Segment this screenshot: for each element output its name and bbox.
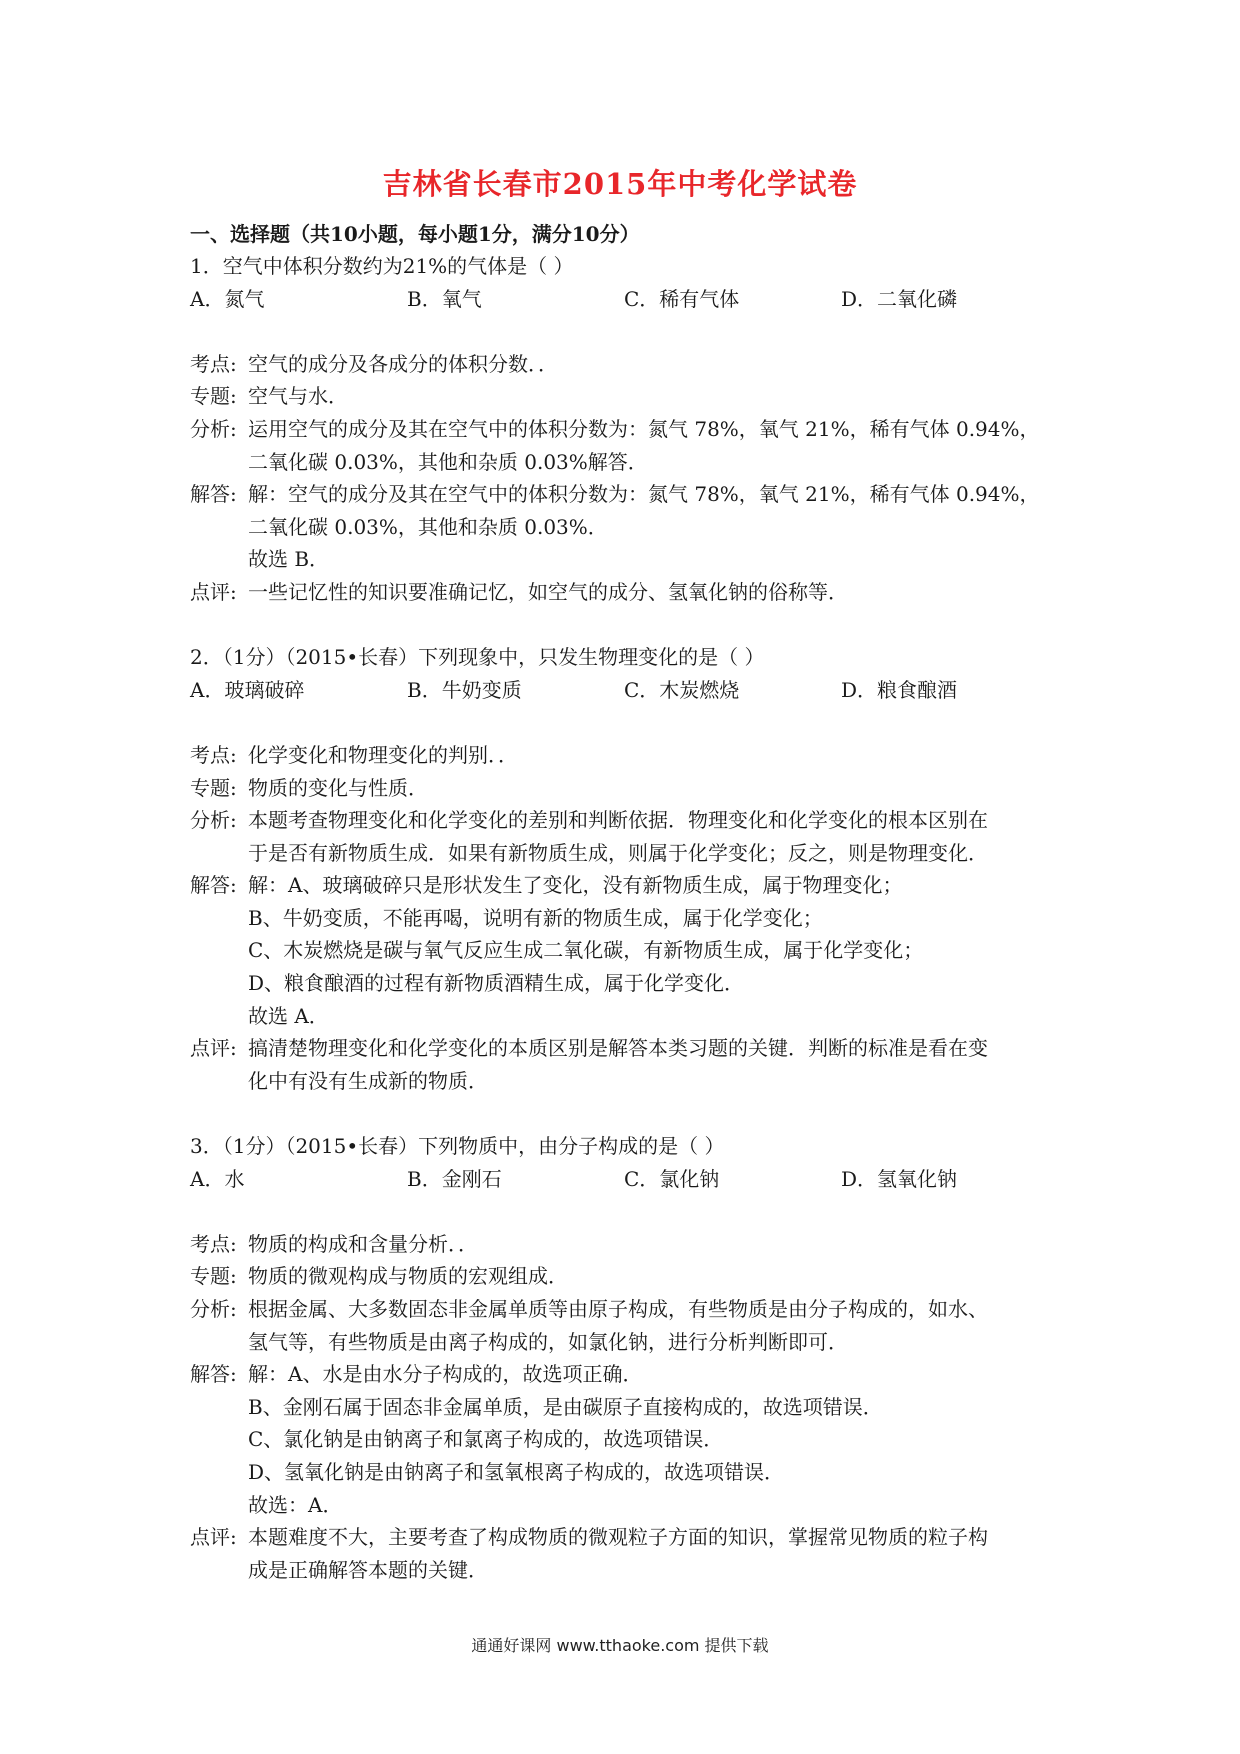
dianping-row	[190, 1521, 1060, 1586]
option-c: C．稀有气体	[624, 286, 740, 311]
dianping-line: 成是正确解答本题的关键．	[248, 1557, 488, 1582]
dianping-row	[190, 576, 1060, 609]
fenxi-line: 本题考查物理变化和化学变化的差别和判断依据．物理变化和化学变化的根本区别在	[248, 808, 988, 833]
jieda-line: 二氧化碳 0.03%，其他和杂质 0.03%．	[248, 514, 608, 539]
jieda-line: 解：A、玻璃破碎只是形状发生了变化，没有新物质生成，属于物理变化；	[248, 873, 903, 898]
dianping-label: 点评:	[190, 1525, 237, 1550]
fenxi-label: 分析:	[190, 808, 237, 833]
jieda-line: B、牛奶变质，不能再喝，说明有新的物质生成，属于化学变化；	[248, 905, 823, 930]
fenxi-row	[190, 413, 1060, 478]
jieda-line: C、木炭燃烧是碳与氧气反应生成二氧化碳，有新物质生成，属于化学变化；	[248, 938, 924, 963]
fenxi-line: 氢气等，有些物质是由离子构成的，如氯化钠，进行分析判断即可．	[248, 1329, 848, 1354]
zhuanti-label: 专题:	[190, 775, 237, 800]
fenxi-label: 分析:	[190, 1297, 237, 1321]
zhuanti-row	[190, 1260, 1060, 1293]
jieda-line: D、氢氧化钠是由钠离子和氢氧根离子构成的，故选项错误．	[248, 1459, 785, 1484]
kaodian-label: 考点:	[190, 351, 237, 376]
jieda-row	[190, 869, 1060, 1032]
option-b: B．氧气	[407, 286, 482, 311]
question-1	[190, 250, 1060, 609]
page-footer: 通通好课网 www.tthaoke.com 提供下载	[471, 1636, 769, 1655]
kaodian-row	[190, 739, 1060, 772]
option-b: B．金刚石	[407, 1166, 502, 1191]
jieda-line: 故选 A．	[248, 1003, 329, 1028]
answer-options	[190, 674, 1060, 707]
dianping-line: 搞清楚物理变化和化学变化的本质区别是解答本类习题的关键．判断的标准是看在变	[248, 1036, 988, 1061]
dianping-line: 本题难度不大，主要考查了构成物质的微观粒子方面的知识，掌握常见物质的粒子构	[248, 1525, 988, 1550]
zhuanti-label: 专题:	[190, 1264, 237, 1289]
option-c: C．木炭燃烧	[624, 677, 740, 702]
kaodian-label: 考点:	[190, 742, 237, 767]
document-body	[190, 218, 1060, 1586]
fenxi-line: 二氧化碳 0.03%，其他和杂质 0.03%解答．	[248, 449, 648, 474]
jieda-line: 解：空气的成分及其在空气中的体积分数为：氮气 78%，氧气 21%，稀有气体 0.94%，	[248, 482, 1040, 507]
answer-options	[190, 1163, 1060, 1196]
zhuanti-text: 物质的微观构成与物质的宏观组成．	[248, 1264, 568, 1289]
dianping-line: 化中有没有生成新的物质．	[248, 1068, 488, 1093]
section-heading: 一、选择题（共10小题，每小题1分，满分10分）	[190, 222, 640, 246]
option-d: D．二氧化磷	[841, 286, 958, 311]
option-a: A．水	[190, 1166, 245, 1191]
dianping-row	[190, 1032, 1060, 1097]
fenxi-line: 运用空气的成分及其在空气中的体积分数为：氮气 78%，氧气 21%，稀有气体 0.94%，	[248, 416, 1040, 441]
jieda-line: 故选：A．	[248, 1492, 343, 1517]
jieda-label: 解答:	[190, 482, 237, 507]
option-b: B．牛奶变质	[407, 677, 522, 702]
jieda-line: 故选 B．	[248, 547, 330, 572]
question-stem: 3．（1分）（2015•长春）下列物质中，由分子构成的是（ ）	[190, 1134, 725, 1159]
jieda-line: C、氯化钠是由钠离子和氯离子构成的，故选项错误．	[248, 1427, 724, 1452]
dianping-text: 一些记忆性的知识要准确记忆，如空气的成分、氢氧化钠的俗称等．	[248, 579, 848, 604]
zhuanti-text: 空气与水．	[248, 384, 348, 409]
kaodian-text: 物质的构成和含量分析．．	[248, 1231, 478, 1256]
option-a: A．玻璃破碎	[190, 677, 305, 702]
page-title: 吉林省长春市2015年中考化学试卷	[382, 167, 858, 201]
jieda-line: D、粮食酿酒的过程有新物质酒精生成，属于化学变化．	[248, 971, 745, 996]
fenxi-row	[190, 1293, 1060, 1358]
fenxi-label: 分析:	[190, 416, 237, 441]
option-d: D．粮食酿酒	[841, 677, 958, 702]
dianping-label: 点评:	[190, 579, 237, 604]
kaodian-text: 化学变化和物理变化的判别．．	[248, 742, 518, 767]
dianping-label: 点评:	[190, 1036, 237, 1061]
option-c: C．氯化钠	[624, 1166, 720, 1191]
option-a: A．氮气	[190, 286, 265, 311]
question-stem: 2．（1分）（2015•长春）下列现象中，只发生物理变化的是（ ）	[190, 645, 765, 670]
answer-options	[190, 283, 1060, 316]
zhuanti-row	[190, 380, 1060, 413]
zhuanti-text: 物质的变化与性质．	[248, 775, 428, 800]
fenxi-line: 根据金属、大多数固态非金属单质等由原子构成，有些物质是由分子构成的，如水、	[248, 1297, 988, 1321]
jieda-row	[190, 478, 1060, 576]
question-3	[190, 1130, 1060, 1586]
question-stem: 1．空气中体积分数约为21%的气体是（ ）	[190, 254, 574, 278]
jieda-label: 解答:	[190, 1362, 237, 1387]
fenxi-row	[190, 804, 1060, 869]
kaodian-row	[190, 1228, 1060, 1261]
option-d: D．氢氧化钠	[841, 1166, 958, 1191]
question-2	[190, 641, 1060, 1097]
kaodian-label: 考点:	[190, 1231, 237, 1256]
kaodian-text: 空气的成分及各成分的体积分数．．	[248, 351, 558, 376]
jieda-row	[190, 1358, 1060, 1521]
jieda-line: 解：A、水是由水分子构成的，故选项正确．	[248, 1362, 643, 1387]
zhuanti-label: 专题:	[190, 384, 237, 409]
zhuanti-row	[190, 772, 1060, 805]
kaodian-row	[190, 348, 1060, 381]
jieda-label: 解答:	[190, 873, 237, 898]
jieda-line: B、金刚石属于固态非金属单质，是由碳原子直接构成的，故选项错误．	[248, 1394, 883, 1419]
fenxi-line: 于是否有新物质生成．如果有新物质生成，则属于化学变化；反之，则是物理变化．	[248, 840, 988, 865]
